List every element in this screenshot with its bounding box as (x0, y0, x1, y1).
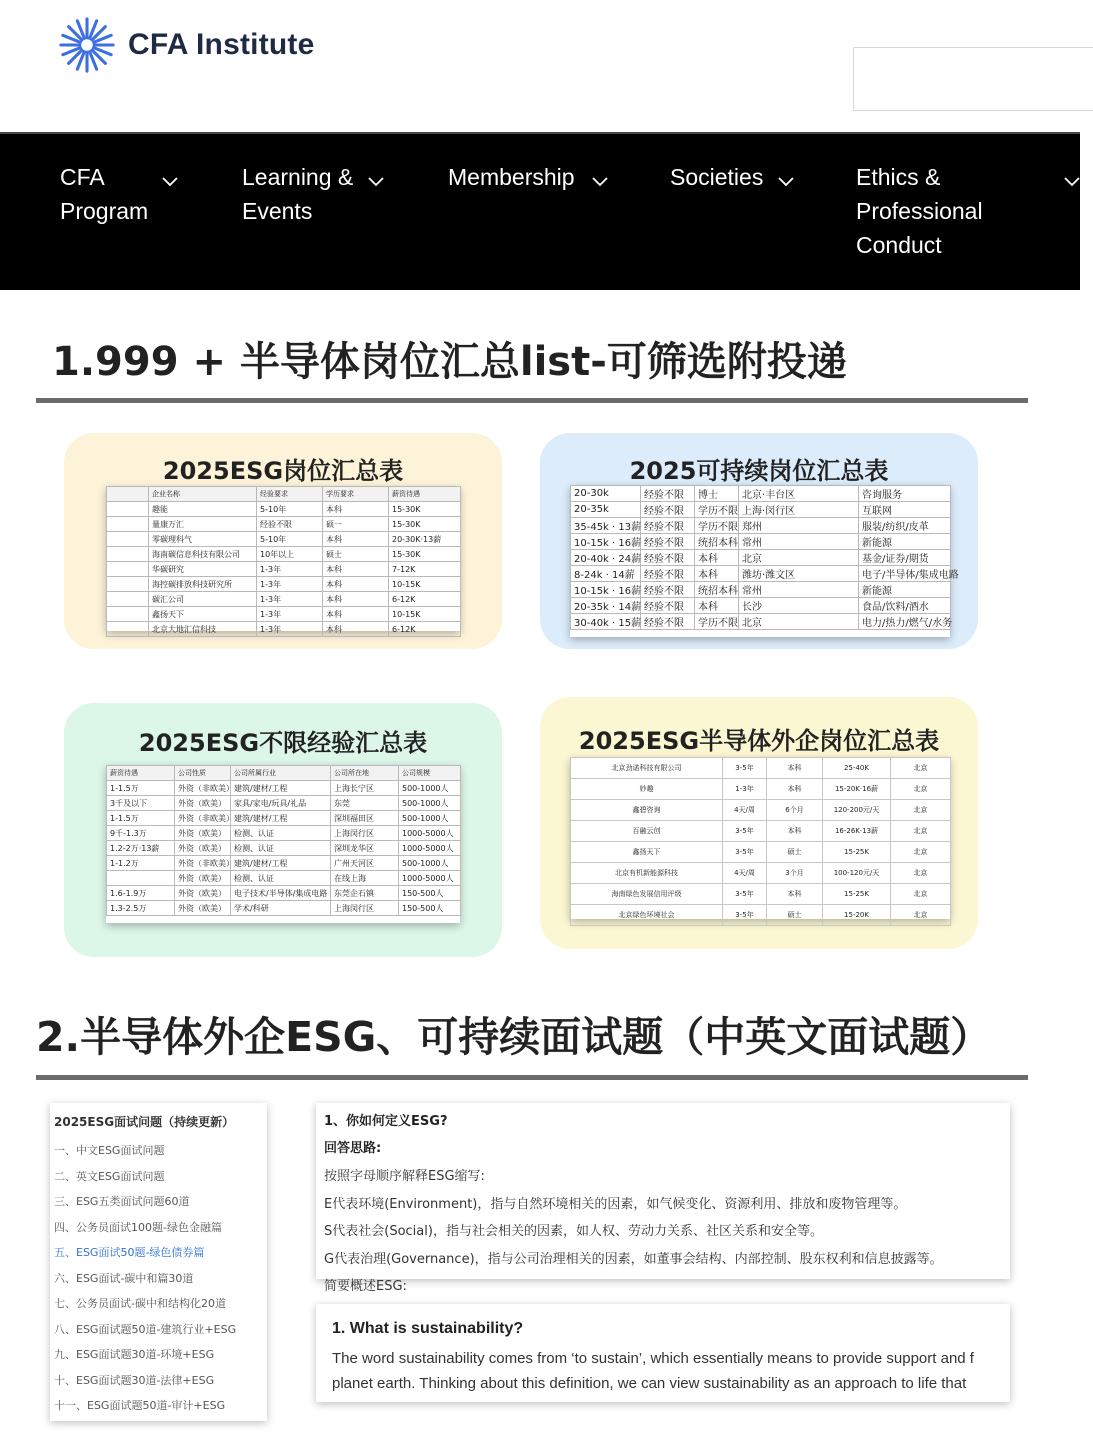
sheet-row (107, 517, 461, 532)
search-input[interactable] (853, 47, 1093, 111)
toc-title: 2025ESG面试问题（持续更新） (54, 1115, 235, 1129)
sheet-cell: 1.6-1.9万 (107, 886, 175, 901)
sheet-row (571, 821, 951, 842)
nav-item-label: CFA Program (60, 164, 149, 224)
sheet-row (571, 842, 951, 863)
sheet-cell: 博士 (695, 486, 739, 502)
sheet-cell: 新能源 (859, 582, 951, 598)
sheet-cell: 经验不限 (641, 614, 695, 630)
sustainability-jobs-card[interactable] (540, 433, 978, 649)
site-header (0, 0, 1080, 132)
sheet-cell: 3个月 (767, 863, 823, 884)
sheet-cell: 北京 (891, 863, 951, 884)
sheet-cell: 服装/纺织/皮革 (859, 518, 951, 534)
sheet-row (107, 841, 461, 856)
sheet-cell: 经验不限 (641, 598, 695, 614)
sheet-cell: 8-24k · 14薪 (571, 566, 641, 582)
sheet-cell: 海南绿色发展信用评级 (571, 884, 723, 905)
sheet-cell: 6个月 (767, 800, 823, 821)
sheet-cell: 15-30K (389, 502, 461, 517)
card-title: 2025ESG半导体外企岗位汇总表 (578, 727, 940, 755)
sheet-row (571, 884, 951, 905)
sheet-header-row (107, 487, 461, 502)
sheet-cell: 北京绿色环境社会 (571, 905, 723, 926)
sheet-cell: 互联网 (859, 502, 951, 518)
sheet-cell: 经验不限 (641, 582, 695, 598)
sheet-cell: 海控碳排放科技研究所 (149, 577, 257, 592)
sheet-cell: 5-10年 (257, 532, 323, 547)
sheet-cell: 100-120元/天 (823, 863, 891, 884)
spreadsheet-preview (570, 757, 950, 919)
sheet-row (571, 598, 951, 614)
sheet-row (571, 550, 951, 566)
sheet-cell: 电子技术/半导体/集成电路 (231, 886, 331, 901)
sheet-cell: 外资（欧美） (175, 841, 231, 856)
sheet-row (107, 562, 461, 577)
sheet-cell: 公司规模 (399, 766, 461, 781)
sheet-cell: 25-40K (823, 758, 891, 779)
nav-item-label: Ethics & Professional Conduct (856, 164, 983, 258)
sheet-cell: 电力/热力/燃气/水务 (859, 614, 951, 630)
sheet-cell: 本科 (695, 550, 739, 566)
sheet-table (570, 485, 959, 630)
sheet-cell: 学术/科研 (231, 901, 331, 916)
sheet-cell: 经验不限 (641, 550, 695, 566)
card-title: 2025ESG不限经验汇总表 (138, 729, 428, 757)
sheet-cell: 长沙 (739, 598, 859, 614)
sheet-cell: 15-20K (823, 905, 891, 926)
chevron-down-icon (590, 166, 610, 186)
sheet-cell: 华碳研究 (149, 562, 257, 577)
sheet-row (571, 614, 951, 630)
sheet-cell: 北京 (891, 758, 951, 779)
sheet-cell: 统招本科 (695, 534, 739, 550)
esg-jobs-card[interactable] (64, 433, 502, 649)
sheet-cell: 检测、认证 (231, 871, 331, 886)
sheet-row (571, 518, 951, 534)
sheet-cell: 咨询服务 (859, 486, 951, 502)
sheet-cell: 企业名称 (149, 487, 257, 502)
sheet-cell: 硕士 (767, 842, 823, 863)
sheet-cell: 10年以上 (257, 547, 323, 562)
sheet-cell: 学历不限 (695, 614, 739, 630)
sheet-cell: 公司所在地 (331, 766, 399, 781)
sheet-cell: 硕士 (767, 905, 823, 926)
sheet-row (571, 582, 951, 598)
sheet-cell: 新能源 (859, 534, 951, 550)
sheet-row (107, 781, 461, 796)
esg-semiconductor-card[interactable] (540, 697, 978, 949)
sheet-cell: 东莞 (331, 796, 399, 811)
chevron-down-icon (776, 166, 796, 186)
sheet-cell: 潍坊·潍文区 (739, 566, 859, 582)
sheet-cell: 120-200元/天 (823, 800, 891, 821)
sheet-cell: 广州天河区 (331, 856, 399, 871)
sheet-cell: 上海长宁区 (331, 781, 399, 796)
sheet-cell: 本科 (323, 532, 389, 547)
sheet-cell: 1-1.2万 (107, 856, 175, 871)
sheet-cell (107, 547, 149, 562)
sheet-cell: 本科 (767, 758, 823, 779)
sheet-cell: 学历要求 (323, 487, 389, 502)
sheet-cell: 16-26K·13薪 (823, 821, 891, 842)
toc-item[interactable]: 五、ESG面试50题-绿色债券篇 (54, 1246, 205, 1259)
sheet-cell: 20-30K·13薪 (389, 532, 461, 547)
sheet-cell: 零碳理科气 (149, 532, 257, 547)
sheet-cell (107, 502, 149, 517)
toc-item[interactable]: 九、ESG面试题30道-环境+ESG (54, 1348, 215, 1361)
toc-item[interactable]: 十一、ESG面试题50道-审计+ESG (54, 1399, 226, 1412)
chevron-down-icon (160, 166, 180, 186)
sheet-cell: 常州 (739, 534, 859, 550)
sheet-cell: 1-3年 (723, 779, 767, 800)
toc-item[interactable]: 十、ESG面试题30道-法律+ESG (54, 1373, 215, 1387)
sheet-cell: 在线上海 (331, 871, 399, 886)
sheet-cell: 北京劲诺科技有限公司 (571, 758, 723, 779)
sheet-cell (107, 577, 149, 592)
sheet-row (107, 811, 461, 826)
sheet-cell: 10-15K (389, 577, 461, 592)
sheet-row (571, 905, 951, 926)
sheet-cell: 35-45k · 13薪 (571, 518, 641, 534)
sheet-cell: 硕一 (323, 517, 389, 532)
sheet-cell: 深圳福田区 (331, 811, 399, 826)
sheet-cell: 深圳龙华区 (331, 841, 399, 856)
sheet-cell: 鑫扬天下 (571, 842, 723, 863)
nav-item-membership[interactable] (448, 160, 575, 194)
sheet-cell: 学历不限 (695, 518, 739, 534)
spreadsheet-preview (570, 485, 959, 637)
sheet-cell: 5-10年 (257, 502, 323, 517)
sheet-cell: 妙趣 (571, 779, 723, 800)
sheet-cell: 500-1000人 (399, 781, 461, 796)
nav-item-learning-events[interactable] (242, 160, 353, 228)
sheet-cell: 15-25K (823, 842, 891, 863)
sheet-cell: 1-3年 (257, 562, 323, 577)
sheet-row (571, 486, 951, 502)
sheet-cell: 1000-5000人 (399, 871, 461, 886)
sheet-cell: 30-40k · 15薪 (571, 614, 641, 630)
sheet-cell: 海南碳信息科技有限公司 (149, 547, 257, 562)
sheet-cell: 北京 (739, 614, 859, 630)
nav-item-ethics[interactable] (856, 160, 983, 262)
toc-item[interactable]: 一、中文ESG面试问题 (54, 1144, 165, 1157)
sheet-cell: 家具/家电/玩具/礼品 (231, 796, 331, 811)
sheet-row (107, 622, 461, 637)
sheet-cell: 4天/周 (723, 800, 767, 821)
sheet-header-row (107, 766, 461, 781)
sheet-cell: 北京大地汇信科技 (149, 622, 257, 637)
section1-divider (36, 398, 1028, 403)
sheet-cell: 3-5年 (723, 821, 767, 842)
sheet-cell: 3-5年 (723, 842, 767, 863)
sheet-cell: 北京有机新能源科技 (571, 863, 723, 884)
sheet-row (107, 502, 461, 517)
sheet-cell: 本科 (767, 821, 823, 842)
sheet-row (571, 502, 951, 518)
sheet-cell: 15-25K (823, 884, 891, 905)
sheet-row (107, 532, 461, 547)
sheet-cell: 经验不限 (641, 502, 695, 518)
sheet-row (571, 566, 951, 582)
sheet-cell: 公司性质 (175, 766, 231, 781)
sheet-row (107, 547, 461, 562)
sheet-cell: 公司所属行业 (231, 766, 331, 781)
sheet-cell: 1.2-2万·13薪 (107, 841, 175, 856)
sheet-cell: 10-15k · 16薪 (571, 582, 641, 598)
esg-qa-card[interactable] (316, 1103, 1010, 1294)
sheet-cell: 1-1.5万 (107, 811, 175, 826)
sheet-cell: 郑州 (739, 518, 859, 534)
sheet-cell: 北京·丰台区 (739, 486, 859, 502)
interview-toc-card[interactable] (50, 1103, 267, 1421)
sheet-cell (107, 607, 149, 622)
toc-item[interactable]: 四、公务员面试100题-绿色金融篇 (54, 1220, 222, 1234)
section1-title: 1.999 + 半导体岗位汇总list-可筛选附投递 (52, 339, 847, 385)
sheet-cell: 经验不限 (641, 534, 695, 550)
sheet-cell: 外资（非欧美） (175, 811, 231, 826)
sheet-cell: 本科 (323, 622, 389, 637)
sheet-cell: 3-5年 (723, 905, 767, 926)
sheet-cell: 本科 (323, 502, 389, 517)
sheet-cell: 外资（欧美） (175, 886, 231, 901)
sheet-cell: 百融云创 (571, 821, 723, 842)
sheet-cell: 薪资待遇 (107, 766, 175, 781)
nav-item-label: Membership (448, 164, 575, 190)
section2-divider (36, 1075, 1028, 1080)
sheet-cell: 本科 (767, 884, 823, 905)
card-title: 2025可持续岗位汇总表 (629, 457, 889, 485)
sheet-cell: 7-12K (389, 562, 461, 577)
sheet-cell: 500-1000人 (399, 856, 461, 871)
sheet-cell: 外资（欧美） (175, 901, 231, 916)
sheet-cell: 经验不限 (641, 518, 695, 534)
sheet-cell: 本科 (767, 779, 823, 800)
sheet-row (571, 534, 951, 550)
sheet-cell: 3-5年 (723, 884, 767, 905)
chevron-down-icon (1062, 166, 1082, 186)
card-title: 2025ESG岗位汇总表 (162, 457, 404, 485)
sheet-table (106, 765, 461, 916)
cfa-logo[interactable] (58, 16, 314, 74)
toc-item[interactable]: 六、ESG面试-碳中和篇30道 (54, 1271, 194, 1285)
sheet-cell: 北京 (891, 821, 951, 842)
sheet-cell: 外资（欧美） (175, 871, 231, 886)
main-nav (0, 132, 1080, 290)
qa-line: 按照字母顺序解释ESG缩写: (324, 1169, 485, 1184)
sheet-cell: 外资（非欧美） (175, 781, 231, 796)
sheet-cell: 1-3年 (257, 577, 323, 592)
sheet-cell: 1-3年 (257, 622, 323, 637)
qa-line: E代表环境(Environment)，指与自然环境相关的因素，如气候变化、资源利用、排放和废物管理等。 (324, 1196, 907, 1212)
sheet-cell: 常州 (739, 582, 859, 598)
sheet-cell: 150-500人 (399, 886, 461, 901)
sheet-cell: 10-15k · 16薪 (571, 534, 641, 550)
sheet-cell: 3-5年 (723, 758, 767, 779)
nav-item-label: Learning & Events (242, 164, 354, 224)
sheet-cell: 东莞企石镇 (331, 886, 399, 901)
sheet-cell: 外资（非欧美） (175, 856, 231, 871)
sheet-cell: 15-30K (389, 517, 461, 532)
sus-line: planet earth. Thinking about this definition, we can view sustainability as an approach to life that (332, 1375, 967, 1392)
sheet-cell: 6-12K (389, 592, 461, 607)
sheet-table (106, 486, 461, 637)
sheet-row (107, 592, 461, 607)
sheet-cell: 1000-5000人 (399, 826, 461, 841)
sheet-row (107, 856, 461, 871)
sheet-cell: 20-40k · 24薪 (571, 550, 641, 566)
qa-answer-label: 回答思路: (324, 1141, 382, 1156)
sheet-table (570, 757, 951, 926)
nav-item-societies[interactable] (670, 160, 763, 194)
sheet-cell: 检测、认证 (231, 826, 331, 841)
sheet-row (107, 826, 461, 841)
sheet-row (571, 758, 951, 779)
sheet-cell: 硕士 (323, 547, 389, 562)
sheet-cell: 经验不限 (641, 566, 695, 582)
sheet-cell: 本科 (323, 607, 389, 622)
sheet-cell: 趣能 (149, 502, 257, 517)
sheet-cell: 经验不限 (257, 517, 323, 532)
sheet-cell: 本科 (323, 562, 389, 577)
sheet-cell: 3千及以下 (107, 796, 175, 811)
sheet-cell: 北京 (739, 550, 859, 566)
sheet-cell: 6-12K (389, 622, 461, 637)
sheet-cell: 外资（欧美） (175, 826, 231, 841)
sheet-row (107, 901, 461, 916)
sheet-cell: 建筑/建材/工程 (231, 856, 331, 871)
sheet-cell: 北京 (891, 800, 951, 821)
toc-list (54, 1138, 263, 1419)
sheet-cell: 量康万汇 (149, 517, 257, 532)
sheet-cell: 鑫碧咨询 (571, 800, 723, 821)
sustainability-qa-card[interactable] (316, 1304, 1010, 1402)
qa-line: S代表社会(Social)，指与社会相关的因素，如人权、劳动力关系、社区关系和安全等。 (324, 1224, 823, 1239)
sheet-row (107, 607, 461, 622)
sheet-cell: 鑫扬天下 (149, 607, 257, 622)
sheet-cell: 建筑/建材/工程 (231, 781, 331, 796)
sheet-cell: 建筑/建材/工程 (231, 811, 331, 826)
sheet-cell: 4天/周 (723, 863, 767, 884)
sheet-cell: 500-1000人 (399, 796, 461, 811)
sheet-cell: 北京 (891, 779, 951, 800)
spreadsheet-preview (106, 486, 460, 634)
sheet-row (571, 779, 951, 800)
sheet-cell: 15-30K (389, 547, 461, 562)
sheet-cell (107, 562, 149, 577)
sheet-cell: 检测、认证 (231, 841, 331, 856)
sus-question: 1. What is sustainability? (332, 1320, 524, 1337)
toc-item[interactable]: 三、ESG五类面试问题60道 (54, 1195, 190, 1208)
sheet-cell: 北京 (891, 884, 951, 905)
sheet-cell: 上海闵行区 (331, 901, 399, 916)
sheet-cell: 20-35k · 14薪 (571, 598, 641, 614)
sheet-row (107, 577, 461, 592)
sheet-cell (107, 487, 149, 502)
sheet-cell: 外资（欧美） (175, 796, 231, 811)
sheet-cell: 20-35k (571, 502, 641, 518)
section2-title: 2.半导体外企ESG、可持续面试题（中英文面试题） (36, 1013, 992, 1061)
qa-question: 1、你如何定义ESG? (324, 1114, 448, 1129)
sheet-cell: 碳汇公司 (149, 592, 257, 607)
sheet-cell: 1-3年 (257, 592, 323, 607)
sheet-cell (107, 622, 149, 637)
sheet-row (571, 800, 951, 821)
spreadsheet-preview (106, 765, 460, 923)
nav-item-label: Societies (670, 164, 764, 190)
sheet-cell: 1000-5000人 (399, 841, 461, 856)
sheet-cell: 1-1.5万 (107, 781, 175, 796)
logo-text: CFA Institute (128, 28, 315, 61)
sheet-cell: 本科 (695, 566, 739, 582)
sheet-cell: 15-20K·16薪 (823, 779, 891, 800)
esg-no-experience-card[interactable] (64, 703, 502, 957)
sheet-cell: 经验不限 (641, 486, 695, 502)
sheet-cell: 上海闵行区 (331, 826, 399, 841)
sheet-row (107, 796, 461, 811)
sheet-cell: 150-500人 (399, 901, 461, 916)
sheet-cell: 经验要求 (257, 487, 323, 502)
sheet-cell (107, 532, 149, 547)
qa-line: 简要概述ESG: (324, 1279, 407, 1294)
sheet-row (107, 886, 461, 901)
chevron-down-icon (366, 166, 386, 186)
sheet-cell: 电子/半导体/集成电路 (859, 566, 951, 582)
sheet-cell: 9千-1.3万 (107, 826, 175, 841)
sheet-cell: 本科 (323, 577, 389, 592)
sheet-cell: 本科 (695, 598, 739, 614)
sheet-cell (107, 592, 149, 607)
sheet-cell: 北京 (891, 842, 951, 863)
sheet-cell: 统招本科 (695, 582, 739, 598)
sheet-cell: 基金/证券/期货 (859, 550, 951, 566)
sheet-cell (107, 871, 175, 886)
sheet-row (107, 871, 461, 886)
sus-line: The word sustainability comes from ‘to sustain’, which essentially means to provide support and f (332, 1350, 974, 1367)
toc-item[interactable]: 八、ESG面试题50道-建筑行业+ESG (54, 1322, 237, 1336)
sheet-row (571, 863, 951, 884)
sheet-cell: 上海·闵行区 (739, 502, 859, 518)
toc-item[interactable]: 二、英文ESG面试问题 (54, 1169, 165, 1183)
sheet-cell: 北京 (891, 905, 951, 926)
nav-item-cfa-program[interactable] (60, 160, 148, 228)
sheet-cell: 1-3年 (257, 607, 323, 622)
sheet-cell: 薪资待遇 (389, 487, 461, 502)
sheet-cell: 食品/饮料/酒水 (859, 598, 951, 614)
toc-item[interactable]: 七、公务员面试-碳中和结构化20道 (54, 1297, 226, 1310)
sheet-cell: 学历不限 (695, 502, 739, 518)
sheet-cell: 1.3-2.5万 (107, 901, 175, 916)
qa-line: G代表治理(Governance)，指与公司治理相关的因素，如董事会结构、内部控制、股东权利和信息披露等。 (324, 1251, 943, 1267)
sheet-cell: 10-15K (389, 607, 461, 622)
sheet-cell: 500-1000人 (399, 811, 461, 826)
cfa-globe-icon (58, 16, 116, 74)
sheet-cell (107, 517, 149, 532)
sheet-cell: 本科 (323, 592, 389, 607)
sheet-cell: 20-30k (571, 486, 641, 502)
